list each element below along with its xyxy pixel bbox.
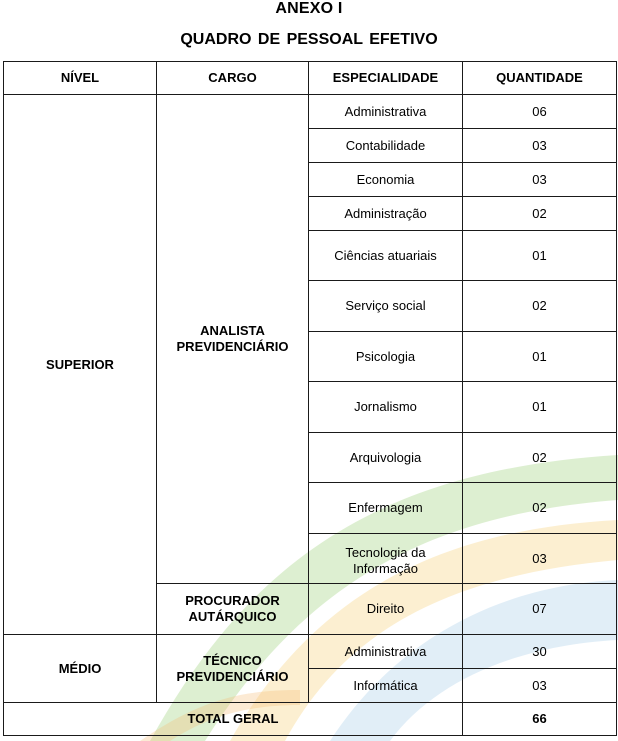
quantity-cell: 01: [463, 382, 617, 433]
total-row: [4, 703, 617, 736]
level-medio: MÉDIO: [4, 635, 157, 703]
quantity-cell: 02: [463, 433, 617, 483]
quantity-cell: 02: [463, 483, 617, 534]
annex-title: ANEXO I: [275, 0, 343, 17]
position-procurador-line2: AUTÁRQUICO: [188, 609, 277, 624]
specialty-line2: Informação: [352, 560, 419, 576]
header-level: NÍVEL: [4, 62, 157, 95]
header-position: CARGO: [157, 62, 309, 95]
total-label: TOTAL GERAL: [4, 703, 463, 736]
table-row: [4, 635, 617, 669]
header-row: [4, 62, 617, 95]
quantity-cell: 03: [463, 129, 617, 163]
level-superior: SUPERIOR: [4, 95, 157, 635]
position-procurador-line1: PROCURADOR: [185, 593, 280, 608]
position-tecnico-line1: TÉCNICO: [203, 652, 262, 668]
position-tecnico-line2: PREVIDENCIÁRIO: [176, 668, 289, 684]
specialty-cell: Direito: [309, 584, 463, 635]
quantity-cell: 03: [463, 534, 617, 584]
specialty-cell: Administração: [309, 197, 463, 231]
specialty-cell: Serviço social: [309, 281, 463, 332]
quantity-cell: 01: [463, 332, 617, 382]
quantity-cell: 03: [463, 669, 617, 703]
specialty-cell: Jornalismo: [309, 382, 463, 433]
header-specialty: ESPECIALIDADE: [309, 62, 463, 95]
quantity-cell: 03: [463, 163, 617, 197]
specialty-cell: Administrativa: [309, 95, 463, 129]
personnel-table: [3, 61, 617, 736]
quantity-cell: 06: [463, 95, 617, 129]
specialty-cell: Psicologia: [309, 332, 463, 382]
position-analista-line2: PREVIDENCIÁRIO: [176, 339, 289, 354]
table-row: [4, 95, 617, 129]
specialty-cell: [309, 534, 463, 584]
position-analista-line1: ANALISTA: [200, 323, 265, 338]
specialty-cell: Contabilidade: [309, 129, 463, 163]
specialty-line1: Tecnologia da: [345, 544, 426, 560]
specialty-cell: Arquivologia: [309, 433, 463, 483]
position-procurador: [157, 584, 309, 635]
quantity-cell: 02: [463, 281, 617, 332]
total-quantity: 66: [463, 703, 617, 736]
document-subtitle: QUADRO DE PESSOAL EFETIVO: [180, 31, 438, 48]
quantity-cell: 30: [463, 635, 617, 669]
specialty-cell: Administrativa: [309, 635, 463, 669]
specialty-cell: Economia: [309, 163, 463, 197]
quantity-cell: 07: [463, 584, 617, 635]
position-analista: [157, 95, 309, 584]
quantity-cell: 01: [463, 231, 617, 281]
quantity-cell: 02: [463, 197, 617, 231]
specialty-cell: Informática: [309, 669, 463, 703]
specialty-cell: Ciências atuariais: [309, 231, 463, 281]
position-tecnico: [157, 635, 309, 703]
specialty-cell: Enfermagem: [309, 483, 463, 534]
header-quantity: QUANTIDADE: [463, 62, 617, 95]
